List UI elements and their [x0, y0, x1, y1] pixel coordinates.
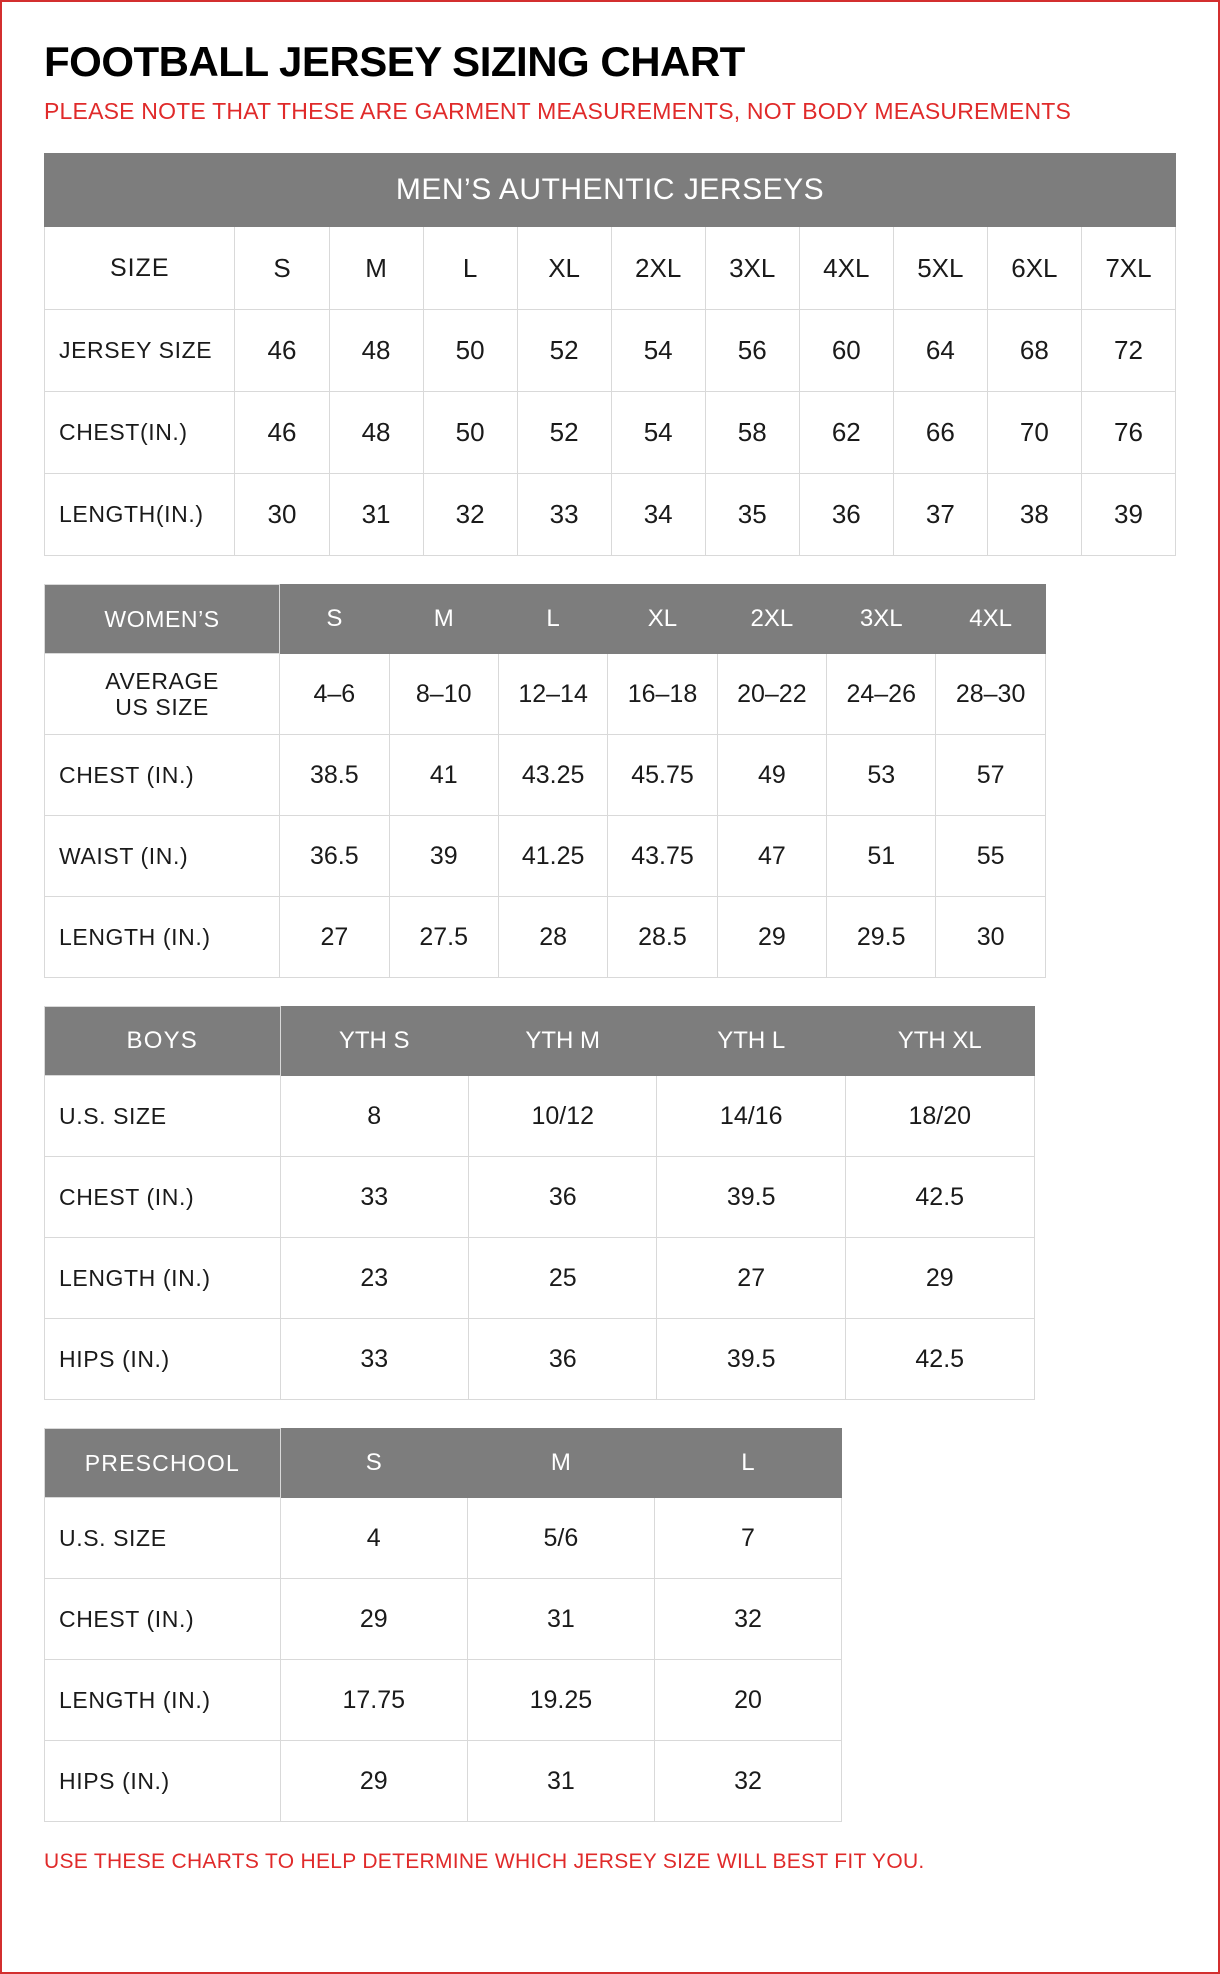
- preschool-hips-s: 29: [280, 1741, 467, 1822]
- preschool-hips-l: 32: [654, 1741, 841, 1822]
- mens-length-2xl: 34: [611, 474, 705, 556]
- womens-us-size-l: 12–14: [498, 654, 607, 735]
- boys-chest-yth-m: 36: [468, 1157, 656, 1238]
- womens-us-size-3xl: 24–26: [827, 654, 936, 735]
- mens-size-m: M: [329, 227, 423, 310]
- table-row: [45, 1741, 842, 1822]
- mens-length-7xl: 39: [1081, 474, 1175, 556]
- mens-jersey-size-s: 46: [235, 310, 329, 392]
- womens-waist-l: 41.25: [498, 816, 607, 897]
- womens-length-s: 27: [280, 897, 389, 978]
- table-row: [45, 735, 1046, 816]
- preschool-us-size-s: 4: [280, 1498, 467, 1579]
- mens-length-xl: 33: [517, 474, 611, 556]
- mens-size-label: SIZE: [45, 227, 235, 310]
- boys-hips-yth-l: 39.5: [657, 1319, 845, 1400]
- mens-chest-xl: 52: [517, 392, 611, 474]
- womens-sizing-table: [44, 584, 1046, 978]
- mens-size-header-row: [45, 227, 1176, 310]
- mens-jersey-size-6xl: 68: [987, 310, 1081, 392]
- mens-jersey-size-4xl: 60: [799, 310, 893, 392]
- mens-jersey-size-2xl: 54: [611, 310, 705, 392]
- womens-waist-s: 36.5: [280, 816, 389, 897]
- mens-chest-2xl: 54: [611, 392, 705, 474]
- womens-length-xl: 28.5: [608, 897, 717, 978]
- womens-row-label-length: LENGTH (IN.): [45, 897, 280, 978]
- boys-hips-yth-m: 36: [468, 1319, 656, 1400]
- mens-chest-6xl: 70: [987, 392, 1081, 474]
- table-row: [45, 1319, 1035, 1400]
- mens-sizing-table: [44, 153, 1176, 556]
- mens-chest-7xl: 76: [1081, 392, 1175, 474]
- preschool-chest-l: 32: [654, 1579, 841, 1660]
- boys-header-label: BOYS: [45, 1007, 281, 1076]
- womens-size-m: M: [389, 585, 498, 654]
- womens-avg-label-line1: AVERAGE: [105, 667, 219, 694]
- womens-length-4xl: 30: [936, 897, 1045, 978]
- table-row: [45, 1157, 1035, 1238]
- womens-size-l: L: [498, 585, 607, 654]
- womens-size-s: S: [280, 585, 389, 654]
- table-row: [45, 474, 1176, 556]
- measurement-note: PLEASE NOTE THAT THESE ARE GARMENT MEASUREMENTS, NOT BODY MEASUREMENTS: [44, 98, 1072, 124]
- mens-jersey-size-m: 48: [329, 310, 423, 392]
- womens-size-3xl: 3XL: [827, 585, 936, 654]
- preschool-us-size-l: 7: [654, 1498, 841, 1579]
- womens-row-label-average-us-size: [45, 654, 280, 735]
- womens-chest-2xl: 49: [717, 735, 826, 816]
- table-row: [45, 1238, 1035, 1319]
- mens-length-m: 31: [329, 474, 423, 556]
- boys-length-yth-s: 23: [280, 1238, 468, 1319]
- mens-size-4xl: 4XL: [799, 227, 893, 310]
- womens-length-2xl: 29: [717, 897, 826, 978]
- table-row: [45, 654, 1046, 735]
- mens-chest-5xl: 66: [893, 392, 987, 474]
- boys-hips-yth-s: 33: [280, 1319, 468, 1400]
- table-row: [45, 816, 1046, 897]
- preschool-length-m: 19.25: [467, 1660, 654, 1741]
- mens-row-label-jersey-size: JERSEY SIZE: [45, 310, 235, 392]
- womens-chest-m: 41: [389, 735, 498, 816]
- womens-waist-4xl: 55: [936, 816, 1045, 897]
- mens-size-3xl: 3XL: [705, 227, 799, 310]
- preschool-length-s: 17.75: [280, 1660, 467, 1741]
- womens-waist-2xl: 47: [717, 816, 826, 897]
- mens-length-s: 30: [235, 474, 329, 556]
- womens-header-label: WOMEN’S: [45, 585, 280, 654]
- footer-note: USE THESE CHARTS TO HELP DETERMINE WHICH JERSEY SIZE WILL BEST FIT YOU.: [44, 1850, 925, 1874]
- mens-size-xl: XL: [517, 227, 611, 310]
- preschool-chest-s: 29: [280, 1579, 467, 1660]
- mens-chest-3xl: 58: [705, 392, 799, 474]
- womens-chest-s: 38.5: [280, 735, 389, 816]
- womens-row-label-chest: CHEST (IN.): [45, 735, 280, 816]
- womens-length-l: 28: [498, 897, 607, 978]
- table-row: [45, 310, 1176, 392]
- mens-size-6xl: 6XL: [987, 227, 1081, 310]
- womens-length-m: 27.5: [389, 897, 498, 978]
- mens-jersey-size-l: 50: [423, 310, 517, 392]
- womens-waist-3xl: 51: [827, 816, 936, 897]
- table-row: [45, 1660, 842, 1741]
- boys-row-label-length: LENGTH (IN.): [45, 1238, 281, 1319]
- preschool-size-s: S: [280, 1429, 467, 1498]
- mens-chest-s: 46: [235, 392, 329, 474]
- preschool-row-label-us-size: U.S. SIZE: [45, 1498, 281, 1579]
- preschool-header-row: [45, 1429, 842, 1498]
- boys-sizing-table: [44, 1006, 1035, 1400]
- mens-chest-l: 50: [423, 392, 517, 474]
- mens-length-4xl: 36: [799, 474, 893, 556]
- womens-row-label-waist: WAIST (IN.): [45, 816, 280, 897]
- boys-us-size-yth-l: 14/16: [657, 1076, 845, 1157]
- womens-us-size-m: 8–10: [389, 654, 498, 735]
- mens-chest-m: 48: [329, 392, 423, 474]
- mens-size-5xl: 5XL: [893, 227, 987, 310]
- preschool-chest-m: 31: [467, 1579, 654, 1660]
- table-row: [45, 1076, 1035, 1157]
- preschool-row-label-chest: CHEST (IN.): [45, 1579, 281, 1660]
- boys-us-size-yth-xl: 18/20: [845, 1076, 1034, 1157]
- mens-size-l: L: [423, 227, 517, 310]
- womens-us-size-xl: 16–18: [608, 654, 717, 735]
- boys-chest-yth-s: 33: [280, 1157, 468, 1238]
- mens-chest-4xl: 62: [799, 392, 893, 474]
- mens-jersey-size-3xl: 56: [705, 310, 799, 392]
- preschool-row-label-hips: HIPS (IN.): [45, 1741, 281, 1822]
- boys-chest-yth-xl: 42.5: [845, 1157, 1034, 1238]
- mens-length-5xl: 37: [893, 474, 987, 556]
- boys-header-row: [45, 1007, 1035, 1076]
- mens-length-l: 32: [423, 474, 517, 556]
- womens-waist-m: 39: [389, 816, 498, 897]
- womens-header-row: [45, 585, 1046, 654]
- mens-row-label-length: LENGTH(IN.): [45, 474, 235, 556]
- womens-size-2xl: 2XL: [717, 585, 826, 654]
- boys-row-label-hips: HIPS (IN.): [45, 1319, 281, 1400]
- boys-row-label-chest: CHEST (IN.): [45, 1157, 281, 1238]
- womens-chest-3xl: 53: [827, 735, 936, 816]
- boys-length-yth-l: 27: [657, 1238, 845, 1319]
- table-row: [45, 392, 1176, 474]
- boys-row-label-us-size: U.S. SIZE: [45, 1076, 281, 1157]
- womens-size-xl: XL: [608, 585, 717, 654]
- boys-size-yth-m: YTH M: [468, 1007, 656, 1076]
- womens-length-3xl: 29.5: [827, 897, 936, 978]
- mens-jersey-size-xl: 52: [517, 310, 611, 392]
- mens-banner-row: [45, 154, 1176, 227]
- table-row: [45, 1498, 842, 1579]
- preschool-sizing-table: [44, 1428, 842, 1822]
- boys-us-size-yth-m: 10/12: [468, 1076, 656, 1157]
- mens-jersey-size-5xl: 64: [893, 310, 987, 392]
- boys-hips-yth-xl: 42.5: [845, 1319, 1034, 1400]
- preschool-size-m: M: [467, 1429, 654, 1498]
- mens-length-6xl: 38: [987, 474, 1081, 556]
- preschool-row-label-length: LENGTH (IN.): [45, 1660, 281, 1741]
- mens-banner: MEN’S AUTHENTIC JERSEYS: [45, 154, 1176, 227]
- womens-us-size-s: 4–6: [280, 654, 389, 735]
- preschool-us-size-m: 5/6: [467, 1498, 654, 1579]
- mens-size-s: S: [235, 227, 329, 310]
- womens-avg-label-line2: US SIZE: [115, 694, 209, 721]
- boys-chest-yth-l: 39.5: [657, 1157, 845, 1238]
- preschool-size-l: L: [654, 1429, 841, 1498]
- boys-length-yth-m: 25: [468, 1238, 656, 1319]
- womens-waist-xl: 43.75: [608, 816, 717, 897]
- womens-chest-4xl: 57: [936, 735, 1045, 816]
- mens-length-3xl: 35: [705, 474, 799, 556]
- table-row: [45, 1579, 842, 1660]
- boys-size-yth-s: YTH S: [280, 1007, 468, 1076]
- boys-length-yth-xl: 29: [845, 1238, 1034, 1319]
- womens-chest-l: 43.25: [498, 735, 607, 816]
- womens-us-size-4xl: 28–30: [936, 654, 1045, 735]
- table-row: [45, 897, 1046, 978]
- mens-size-2xl: 2XL: [611, 227, 705, 310]
- boys-us-size-yth-s: 8: [280, 1076, 468, 1157]
- boys-size-yth-l: YTH L: [657, 1007, 845, 1076]
- womens-size-4xl: 4XL: [936, 585, 1045, 654]
- preschool-hips-m: 31: [467, 1741, 654, 1822]
- mens-row-label-chest: CHEST(IN.): [45, 392, 235, 474]
- mens-jersey-size-7xl: 72: [1081, 310, 1175, 392]
- womens-chest-xl: 45.75: [608, 735, 717, 816]
- page-title: FOOTBALL JERSEY SIZING CHART: [44, 38, 745, 85]
- womens-us-size-2xl: 20–22: [717, 654, 826, 735]
- boys-size-yth-xl: YTH XL: [845, 1007, 1034, 1076]
- preschool-length-l: 20: [654, 1660, 841, 1741]
- mens-size-7xl: 7XL: [1081, 227, 1175, 310]
- preschool-header-label: PRESCHOOL: [45, 1429, 281, 1498]
